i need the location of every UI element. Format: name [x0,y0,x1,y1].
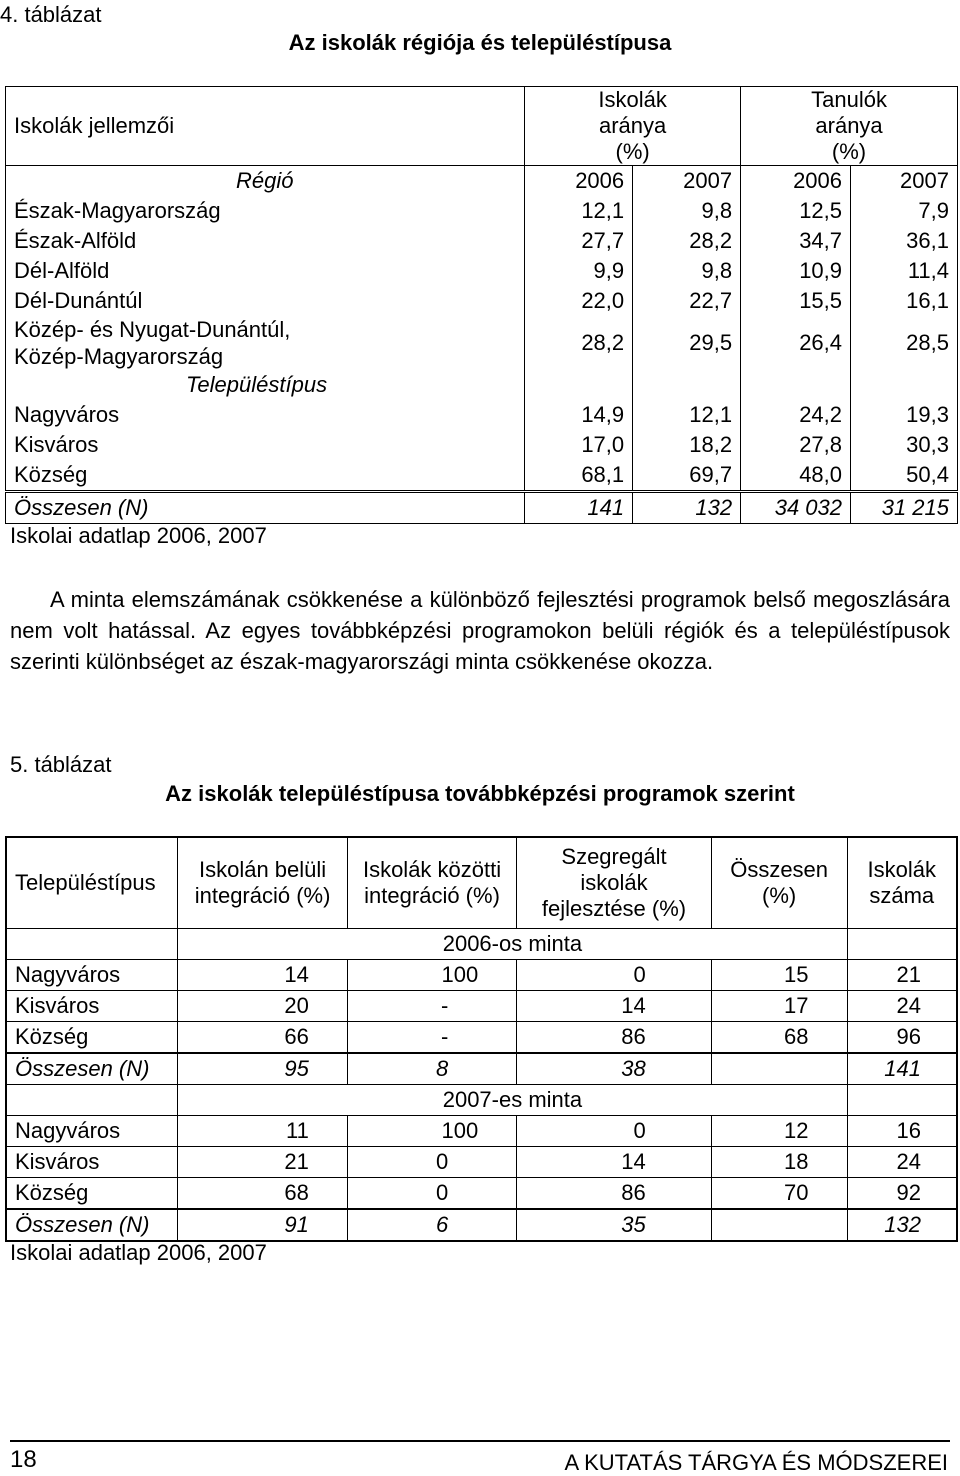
value-cell: 0 [517,960,711,991]
value-cell: 68 [178,1178,347,1210]
table-row [6,196,958,226]
value-cell: 68 [711,1022,847,1054]
row-label: Község [6,460,525,492]
row-label: Nagyváros [14,402,120,427]
row-label: Összesen (N) [6,1053,178,1085]
table-row [6,1022,957,1054]
value-cell: 18 [711,1147,847,1178]
table1-label: 4. táblázat [0,2,102,27]
table2-label: 5. táblázat [10,752,112,777]
table2-title: Az iskolák településtípusa továbbképzési programok szerint [165,781,795,806]
value-cell: 92 [847,1178,957,1210]
running-title: A KUTATÁS TÁRGYA ÉS MÓDSZEREI [564,1450,948,1475]
value-cell: 28,2 [633,226,741,256]
row-label: Nagyváros [6,1116,178,1147]
value-cell: 15,5 [741,286,851,316]
row-label: Közép- és Nyugat-Dunántúl, Közép-Magyarország [14,317,291,369]
value-cell: 27,8 [741,430,851,460]
table2-source: Iskolai adatlap 2006, 2007 [10,1240,267,1265]
value-cell: 0 [347,1178,516,1210]
section-label: Régió [236,168,294,193]
value-cell: 141 [525,492,633,524]
value-cell: 27,7 [525,226,633,256]
row-label: Összesen (N) [6,492,525,524]
value-cell: 35 [517,1209,711,1241]
row-label: Összesen (N) [6,1209,178,1241]
table1-col-head: Iskolák jellemzői [6,87,525,166]
sample-label: 2006-os minta [178,929,847,960]
value-cell: 91 [178,1209,347,1241]
row-label: Község [6,1178,178,1210]
value-cell [711,1209,847,1241]
value-cell: 11,4 [851,256,958,286]
table-row [6,960,957,991]
year-cell: 2007 [633,166,741,197]
value-cell: 68,1 [525,460,633,492]
value-cell: 28,5 [851,316,958,370]
value-cell: 0 [347,1147,516,1178]
table2-col-head: Településtípus [6,837,178,929]
value-cell: 18,2 [633,430,741,460]
row-label: Észak-Magyarország [14,198,221,223]
value-cell: 96 [847,1022,957,1054]
total-row [6,492,958,524]
value-cell: 19,3 [851,400,958,430]
table1-col-head: Iskolák aránya (%) [525,87,741,166]
table-row [6,256,958,286]
table-row [6,1178,957,1210]
value-cell: 6 [347,1209,516,1241]
row-label: Kisváros [6,1147,178,1178]
table2-header-row [6,837,957,929]
value-cell: - [347,1022,516,1054]
value-cell: 70 [711,1178,847,1210]
value-cell: 12,5 [741,196,851,226]
table-row [6,430,958,460]
value-cell: 28,2 [525,316,633,370]
year-cell: 2007 [851,166,958,197]
table2-col-head: Iskolák száma [847,837,957,929]
table-row [6,460,958,492]
value-cell: 17 [711,991,847,1022]
table1-source: Iskolai adatlap 2006, 2007 [10,523,267,548]
value-cell: 26,4 [741,316,851,370]
value-cell: 100 [347,960,516,991]
table-row [6,991,957,1022]
value-cell: 11 [178,1116,347,1147]
value-cell: 16,1 [851,286,958,316]
value-cell: 34 032 [741,492,851,524]
value-cell: 31 215 [851,492,958,524]
value-cell: 95 [178,1053,347,1085]
value-cell: 12,1 [525,196,633,226]
table-row [6,226,958,256]
row-label: Nagyváros [6,960,178,991]
sample-row [6,1085,957,1116]
value-cell: 48,0 [741,460,851,492]
table2-col-head: Szegregált iskolák fejlesztése (%) [517,837,711,929]
row-label: Kisváros [6,991,178,1022]
value-cell: 20 [178,991,347,1022]
table1-year-row [6,166,958,197]
table-row [6,400,958,430]
table2-col-head: Összesen (%) [711,837,847,929]
year-cell: 2006 [741,166,851,197]
section-row [6,370,958,400]
value-cell: 12,1 [633,400,741,430]
value-cell: 86 [517,1022,711,1054]
row-label: Dél-Alföld [14,258,110,283]
value-cell: 22,7 [633,286,741,316]
value-cell: 66 [178,1022,347,1054]
value-cell: 14,9 [525,400,633,430]
row-label: Község [6,1022,178,1054]
sample-label: 2007-es minta [178,1085,847,1116]
value-cell: 14 [517,991,711,1022]
table-row [6,1116,957,1147]
row-label: Észak-Alföld [14,228,137,253]
value-cell: 12 [711,1116,847,1147]
row-label: Dél-Dunántúl [14,288,143,313]
value-cell: 141 [847,1053,957,1085]
value-cell: 21 [178,1147,347,1178]
table1 [5,86,958,524]
table1-col-head: Tanulók aránya (%) [741,87,958,166]
section-label: Településtípus [186,372,328,397]
body-paragraph: A minta elemszámának csökkenése a különböző fejlesztési programok belső megoszlására nem volt hatással. Az egyes továbbképzési programokon belüli régiók és a településtípusok szerinti különbséget az észak-magyarországi minta csökkenése okozza. [10,587,950,674]
value-cell: 15 [711,960,847,991]
value-cell: 10,9 [741,256,851,286]
value-cell: 17,0 [525,430,633,460]
value-cell: 132 [633,492,741,524]
total-row [6,1053,957,1085]
value-cell: 9,8 [633,256,741,286]
value-cell: 7,9 [851,196,958,226]
value-cell: 50,4 [851,460,958,492]
value-cell: - [347,991,516,1022]
table-row [6,1147,957,1178]
value-cell: 132 [847,1209,957,1241]
value-cell: 24 [847,1147,957,1178]
value-cell: 21 [847,960,957,991]
value-cell: 14 [517,1147,711,1178]
table-row [6,286,958,316]
table2 [5,836,958,1242]
year-cell: 2006 [525,166,633,197]
value-cell: 14 [178,960,347,991]
value-cell: 69,7 [633,460,741,492]
sample-row [6,929,957,960]
table2-col-head: Iskolán belüli integráció (%) [178,837,347,929]
total-row [6,1209,957,1241]
value-cell: 34,7 [741,226,851,256]
value-cell: 38 [517,1053,711,1085]
value-cell: 100 [347,1116,516,1147]
value-cell: 9,8 [633,196,741,226]
value-cell: 9,9 [525,256,633,286]
value-cell: 0 [517,1116,711,1147]
value-cell: 36,1 [851,226,958,256]
table1-title: Az iskolák régiója és településtípusa [288,30,672,55]
table1-header-row [6,87,958,166]
value-cell: 22,0 [525,286,633,316]
value-cell: 24,2 [741,400,851,430]
value-cell: 86 [517,1178,711,1210]
row-label: Kisváros [14,432,99,457]
value-cell: 8 [347,1053,516,1085]
value-cell: 24 [847,991,957,1022]
table2-col-head: Iskolák közötti integráció (%) [347,837,516,929]
page-number: 18 [10,1446,37,1473]
value-cell: 16 [847,1116,957,1147]
footer-rule [10,1440,950,1442]
value-cell [711,1053,847,1085]
value-cell: 30,3 [851,430,958,460]
value-cell: 29,5 [633,316,741,370]
table-row [6,316,958,370]
